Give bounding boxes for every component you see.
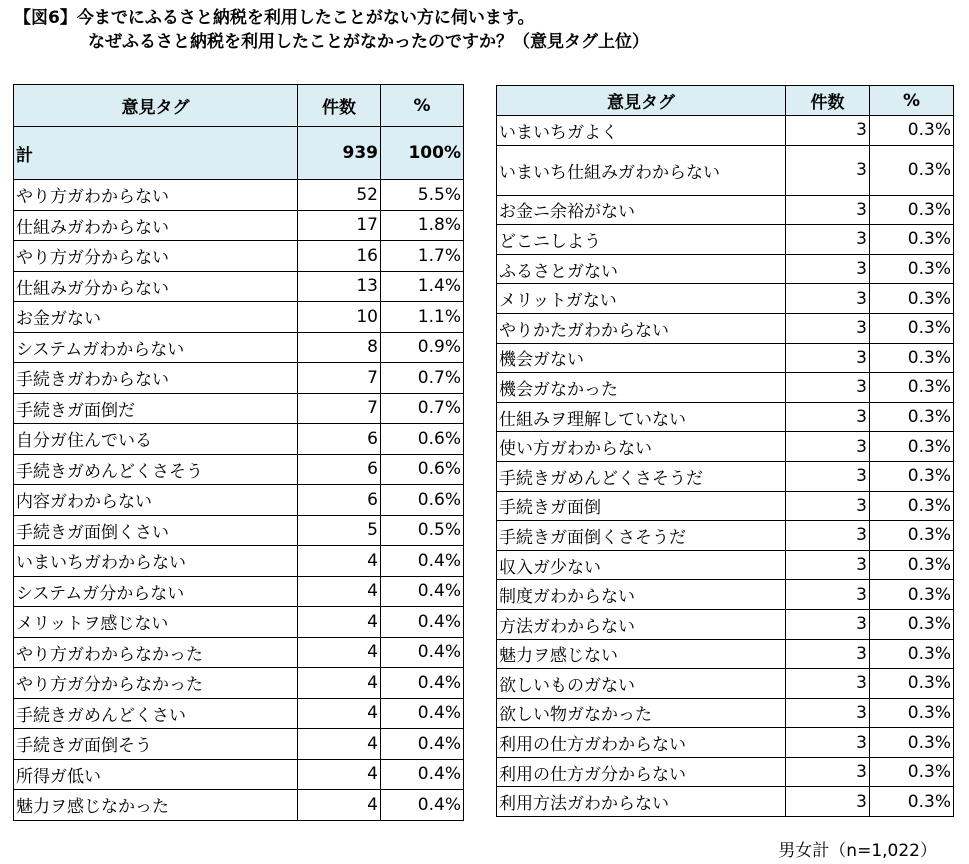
row-pct: 0.3% — [870, 609, 954, 639]
table-row — [14, 515, 464, 546]
row-count: 3 — [786, 639, 870, 669]
row-label: やり方ガわからない — [14, 180, 298, 211]
row-count: 4 — [298, 759, 381, 790]
row-label: いまいちガわからない — [14, 546, 298, 577]
row-label: メリットガない — [497, 284, 786, 314]
row-count: 4 — [298, 576, 381, 607]
row-count: 3 — [786, 116, 870, 146]
table-row — [14, 180, 464, 211]
row-label: システムガわからない — [14, 332, 298, 363]
row-pct: 5.5% — [381, 180, 464, 211]
row-label: 利用の仕方ガ分からない — [497, 757, 786, 787]
table-row — [497, 787, 954, 817]
row-count: 4 — [298, 790, 381, 821]
row-count: 4 — [298, 637, 381, 668]
row-pct: 0.6% — [381, 454, 464, 485]
table-row — [497, 521, 954, 551]
row-count: 3 — [786, 491, 870, 521]
row-label: 手続きガめんどくさそうだ — [497, 461, 786, 491]
table-row — [497, 284, 954, 314]
table-row — [14, 637, 464, 668]
row-label: 機会ガなかった — [497, 373, 786, 403]
row-label: 自分ガ住んでいる — [14, 424, 298, 455]
row-count: 5 — [298, 515, 381, 546]
table-row — [14, 698, 464, 729]
row-label: やりかたガわからない — [497, 313, 786, 343]
header-pct: % — [870, 86, 954, 116]
row-label: やり方ガ分からなかった — [14, 668, 298, 699]
figure-title — [14, 6, 954, 54]
row-pct: 1.7% — [381, 241, 464, 272]
table-row — [14, 790, 464, 821]
row-count: 3 — [786, 432, 870, 462]
row-label: 収入ガ少ない — [497, 550, 786, 580]
row-pct: 0.4% — [381, 759, 464, 790]
row-count: 3 — [786, 580, 870, 610]
table-row — [14, 729, 464, 760]
row-pct: 0.3% — [870, 757, 954, 787]
table-row — [497, 550, 954, 580]
row-pct: 0.4% — [381, 607, 464, 638]
row-pct: 0.3% — [870, 521, 954, 551]
table-row — [14, 485, 464, 516]
row-count: 4 — [298, 546, 381, 577]
row-count: 3 — [786, 461, 870, 491]
row-count: 3 — [786, 343, 870, 373]
table-row — [14, 759, 464, 790]
row-label: システムガ分からない — [14, 576, 298, 607]
row-count: 16 — [298, 241, 381, 272]
row-count: 10 — [298, 302, 381, 333]
row-pct: 0.4% — [381, 637, 464, 668]
row-pct: 0.9% — [381, 332, 464, 363]
header-count: 件数 — [298, 85, 381, 127]
row-count: 3 — [786, 521, 870, 551]
total-count: 939 — [298, 127, 381, 180]
table-row — [14, 393, 464, 424]
row-count: 52 — [298, 180, 381, 211]
row-pct: 0.3% — [870, 116, 954, 146]
right-opinion-table — [496, 85, 954, 817]
table-row — [14, 241, 464, 272]
table-row — [497, 402, 954, 432]
title-line-2: なぜふるさと納税を利用したことがなかったのですか？（意見タグ上位） — [88, 32, 649, 52]
row-count: 6 — [298, 485, 381, 516]
header-tag: 意見タグ — [497, 86, 786, 116]
title-line-1: 【図6】今までにふるさと納税を利用したことがない方に伺います。 — [14, 8, 535, 28]
row-pct: 0.4% — [381, 790, 464, 821]
table-row — [497, 580, 954, 610]
table-row — [497, 343, 954, 373]
row-pct: 0.3% — [870, 284, 954, 314]
sample-size-note: 男女計（n=1,022） — [778, 841, 937, 861]
row-pct: 0.5% — [381, 515, 464, 546]
row-label: 利用の仕方ガわからない — [497, 728, 786, 758]
row-count: 3 — [786, 757, 870, 787]
row-pct: 0.3% — [870, 254, 954, 284]
row-label: 手続きガ面倒そう — [14, 729, 298, 760]
row-label: 手続きガ面倒だ — [14, 393, 298, 424]
row-label: 魅力ヲ感じない — [497, 639, 786, 669]
total-label: 計 — [14, 127, 298, 180]
row-pct: 1.1% — [381, 302, 464, 333]
table-row — [497, 145, 954, 195]
row-count: 3 — [786, 609, 870, 639]
row-pct: 0.4% — [381, 546, 464, 577]
table-row — [14, 607, 464, 638]
row-label: 手続きガ面倒 — [497, 491, 786, 521]
table-row — [497, 491, 954, 521]
row-count: 8 — [298, 332, 381, 363]
row-pct: 0.3% — [870, 550, 954, 580]
table-row — [497, 195, 954, 225]
row-count: 3 — [786, 698, 870, 728]
table-row — [497, 698, 954, 728]
row-pct: 0.4% — [381, 576, 464, 607]
row-label: どこニしよう — [497, 225, 786, 255]
table-row — [14, 332, 464, 363]
row-label: お金ガない — [14, 302, 298, 333]
row-pct: 1.4% — [381, 271, 464, 302]
row-label: 方法ガわからない — [497, 609, 786, 639]
row-pct: 0.3% — [870, 461, 954, 491]
table-row — [14, 546, 464, 577]
row-label: いまいち仕組みガわからない — [497, 145, 786, 195]
header-pct: % — [381, 85, 464, 127]
row-pct: 0.3% — [870, 432, 954, 462]
table-row — [14, 302, 464, 333]
row-count: 3 — [786, 550, 870, 580]
row-count: 3 — [786, 728, 870, 758]
row-count: 3 — [786, 787, 870, 817]
row-count: 3 — [786, 254, 870, 284]
row-pct: 0.3% — [870, 225, 954, 255]
row-label: やり方ガ分からない — [14, 241, 298, 272]
row-count: 3 — [786, 225, 870, 255]
row-pct: 0.3% — [870, 195, 954, 225]
row-count: 3 — [786, 145, 870, 195]
row-count: 13 — [298, 271, 381, 302]
row-pct: 0.3% — [870, 580, 954, 610]
row-pct: 0.3% — [870, 728, 954, 758]
row-pct: 0.6% — [381, 485, 464, 516]
table-row — [14, 454, 464, 485]
row-label: ふるさとガない — [497, 254, 786, 284]
row-label: 手続きガ面倒くさそうだ — [497, 521, 786, 551]
row-pct: 0.4% — [381, 668, 464, 699]
table-row — [14, 668, 464, 699]
row-count: 7 — [298, 393, 381, 424]
row-label: 仕組みガ分からない — [14, 271, 298, 302]
row-label: いまいちガよく — [497, 116, 786, 146]
row-label: 欲しい物ガなかった — [497, 698, 786, 728]
row-count: 6 — [298, 424, 381, 455]
row-count: 3 — [786, 195, 870, 225]
row-pct: 0.4% — [381, 698, 464, 729]
row-pct: 0.3% — [870, 787, 954, 817]
row-pct: 0.4% — [381, 729, 464, 760]
row-label: 欲しいものガない — [497, 669, 786, 699]
row-label: 使い方ガわからない — [497, 432, 786, 462]
row-count: 3 — [786, 402, 870, 432]
table-row — [497, 225, 954, 255]
row-label: 手続きガめんどくさそう — [14, 454, 298, 485]
table-row — [497, 609, 954, 639]
row-count: 3 — [786, 284, 870, 314]
row-pct: 0.3% — [870, 313, 954, 343]
header-count: 件数 — [786, 86, 870, 116]
row-count: 3 — [786, 313, 870, 343]
row-label: 利用方法ガわからない — [497, 787, 786, 817]
row-count: 4 — [298, 698, 381, 729]
row-label: 手続きガ面倒くさい — [14, 515, 298, 546]
table-row — [497, 373, 954, 403]
row-label: やり方ガわからなかった — [14, 637, 298, 668]
table-row — [497, 639, 954, 669]
row-count: 17 — [298, 210, 381, 241]
row-pct: 0.3% — [870, 639, 954, 669]
row-pct: 0.3% — [870, 698, 954, 728]
table-row — [497, 432, 954, 462]
row-count: 6 — [298, 454, 381, 485]
row-label: 魅力ヲ感じなかった — [14, 790, 298, 821]
row-label: 仕組みヲ理解していない — [497, 402, 786, 432]
table-row — [497, 669, 954, 699]
row-count: 4 — [298, 729, 381, 760]
header-tag: 意見タグ — [14, 85, 298, 127]
table-row — [14, 424, 464, 455]
table-row — [497, 757, 954, 787]
row-label: メリットヲ感じない — [14, 607, 298, 638]
row-count: 7 — [298, 363, 381, 394]
row-count: 3 — [786, 669, 870, 699]
row-pct: 1.8% — [381, 210, 464, 241]
row-pct: 0.3% — [870, 669, 954, 699]
row-pct: 0.6% — [381, 424, 464, 455]
row-label: 制度ガわからない — [497, 580, 786, 610]
row-pct: 0.3% — [870, 343, 954, 373]
table-row — [497, 254, 954, 284]
table-row — [14, 576, 464, 607]
row-label: 手続きガわからない — [14, 363, 298, 394]
table-row — [14, 271, 464, 302]
row-pct: 0.3% — [870, 402, 954, 432]
row-label: 仕組みガわからない — [14, 210, 298, 241]
row-label: お金ニ余裕がない — [497, 195, 786, 225]
row-pct: 0.7% — [381, 393, 464, 424]
row-pct: 0.3% — [870, 373, 954, 403]
row-count: 4 — [298, 668, 381, 699]
row-count: 3 — [786, 373, 870, 403]
row-count: 4 — [298, 607, 381, 638]
row-label: 手続きガめんどくさい — [14, 698, 298, 729]
total-row — [14, 127, 464, 180]
table-row — [497, 313, 954, 343]
row-label: 所得ガ低い — [14, 759, 298, 790]
row-pct: 0.3% — [870, 491, 954, 521]
left-opinion-table — [13, 84, 464, 821]
row-pct: 0.7% — [381, 363, 464, 394]
table-row — [497, 728, 954, 758]
table-row — [497, 461, 954, 491]
table-row — [14, 363, 464, 394]
table-row — [14, 210, 464, 241]
total-pct: 100% — [381, 127, 464, 180]
row-label: 機会ガない — [497, 343, 786, 373]
row-pct: 0.3% — [870, 145, 954, 195]
table-row — [497, 116, 954, 146]
row-label: 内容ガわからない — [14, 485, 298, 516]
